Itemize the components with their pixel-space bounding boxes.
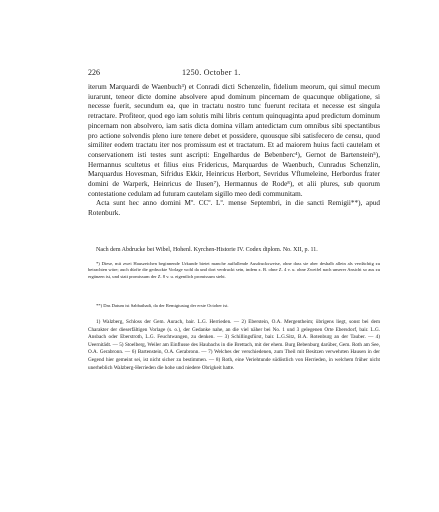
source-citation: Nach dem Abdrucke bei Wibel, Hohenl. Kyrchen-Historie IV. Codex diplom. No. XII, p. 11. (96, 247, 318, 253)
footnotes-text: 1) Walzberg, Schloss der Gem. Aurach, bair. L.G. Herrieden. — 2) Eberstein, O.A. Mergentheim; übrigens liegt, sonst bei dem Charakter der dieserfältigen Vorlage (s. o.), der Gedanke nahe, an die viel näher bei No. 1 und 3 gelegenen Orte Ebersdorf, bair. L.G. Ansbach oder Eberstroth, L.G. Feuchtwangen, zu denken. — 3) Schillingsfürst, bair. L.G.Sitz, B.A. Rotenburg an der Tauber. — 4) Ueernitädt. — 5) Stoelberg, Weiler am Einflusse des Haubachs in die Brettach, mit der ehem. Burg Bebenburg darüber, Gem. Roth am See, O.A. Gerabronn. — 6) Bartenstein, O.A. Gerabronn. — 7) Welches der verschiedenen, zum Theil mit Besitzen verwehrten Hausen in der Gegend hier gemeint sei, ist nicht sicher zu bestimmen. — 8) Roth, eine Veriehtunde südöstlich von Herrieden, in welchem früher nicht unerheblich Walzberg-Herrieden die hohe und niedere Obrigkeit hatte. (88, 319, 380, 371)
date-note (88, 303, 380, 309)
charter-text (88, 83, 380, 219)
editorial-note-2: **) Das Datum ist Sabbathadi, da der Remigiustag der erste October ist. (96, 303, 229, 308)
footnotes (88, 319, 380, 372)
charter-paragraph: iterum Marquardi de Waenbuch³) et Conradi dicti Schenzelin, fidelium meorum, qui simul mecum iurarunt, teneor dicte domine absolvere apud dominum pincernam de quacunque obligatione, si necesse fuerit, secundum ea, que in tractatu nostro tunc fuerunt recitata et necesse est singula retractare. Profiteor, quod ego iam solutis mihi libris centum quinquaginta apud predictum dominum pincernam non absolvero, iam satis dicta domina villam antedictam cum omnibus sibi spectantibus pro actione solvendis pleno iure tenere debet et possidere, quousque sibi satisfecero de censu, quod similiter eodem tractatu iter nos promissum est et tractatum. Et ad maiorem huius facti cautelam et conservationem isti testes sunt ascripti: Engelhardus de Bebenberc⁴), Gernot de Bartenstein⁵), Hermannus scultetus et filius eius Fridericus, Marquardus de Waenbuch, Cunradus Schenzlin, Marquardus Hovesman, Sifridus Ekkir, Heinricus Herbort, Sevridus Vflumeleine, Herbordus frater domini de Warperk, Heinricus de Ilusen⁷), Hermannus de Rode⁸), et alii plures, sub quorum contestatione cedulam ad futuram cautelam sigillo meo dedi communitam. (88, 83, 380, 198)
editorial-note (88, 261, 380, 280)
page-header (88, 67, 380, 79)
charter-dating-paragraph: Acta sunt hec anno domini Mº. CCº. Lº. mense Septembri, in die sancti Remigii**), apud Rotenburk. (88, 199, 380, 218)
running-title: 1250. October 1. (182, 68, 241, 77)
page-number: 226 (88, 68, 100, 77)
editorial-note-1: *) Diese, mit zwei Hauszeichen beginnende Urkunde bietet manche auffallende Ausdrucksweise, ohne dass sie aber deshalb allein als verdächtig zu betrachten wäre; auch dürfte die gedruckte Vorlage wohl da und dort verdruckt sein, indem z. B. ohne Z. 4 v. u. ohne Zweifel nach unserer Ansicht so aus zu ergänzen ist, und statt promissum der Z. 8 v. u. eigentlich promissum steht. (88, 261, 380, 279)
